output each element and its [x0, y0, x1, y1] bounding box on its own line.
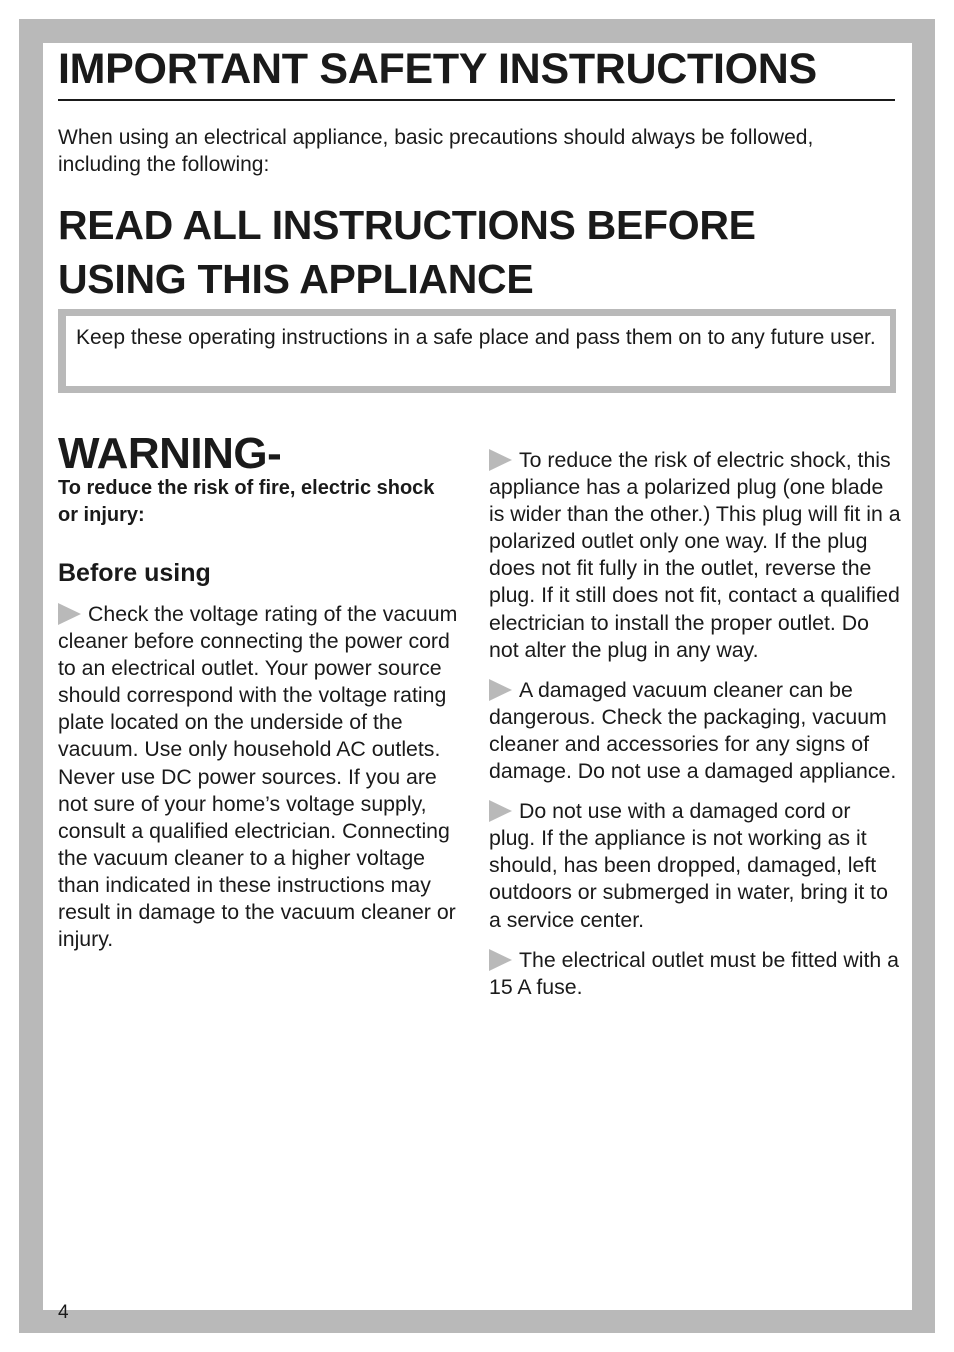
instruction-text: Check the voltage rating of the vacuum cleaner before connecting the power cord to an electrical outlet. Your power source should correspond with the voltage rating plate located on the underside of the vacuum. Use only household AC outlets. Never use DC power sources. If you are not sure of your home’s voltage supply, consult a qualified electrician. Connecting the vacuum cleaner to a higher voltage than indicated in these instructions may result in damage to the vacuum cleaner or injury. [58, 602, 458, 952]
triangle-arrow-icon [58, 603, 81, 625]
instruction-text: A damaged vacuum cleaner can be dangerous. Check the packaging, vacuum cleaner and accessories for any signs of damage. Do not use a damaged appliance. [489, 677, 897, 784]
instruction-text: To reduce the risk of electric shock, this appliance has a polarized plug (one blade is wider than the other.) This plug will fit in a polarized outlet only one way. If the plug does not fit fully in the outlet, reverse the plug. If it still does not fit, contact a qualified electrician to install the proper outlet. Do not alter the plug in any way. [489, 448, 901, 662]
warning-heading: WARNING- [58, 429, 282, 478]
triangle-arrow-icon [489, 800, 512, 822]
note-box [58, 309, 896, 393]
instruction-item [489, 447, 901, 664]
triangle-arrow-icon [489, 449, 512, 471]
instruction-item [489, 677, 901, 785]
intro-text: When using an electrical appliance, basic precautions should always be followed, including the following: [58, 126, 814, 176]
title-divider [58, 99, 895, 101]
instruction-item [58, 601, 468, 953]
instruction-text: The electrical outlet must be fitted with a 15 A fuse. [489, 947, 899, 999]
triangle-arrow-icon [489, 679, 512, 701]
left-column [58, 601, 468, 966]
before-using-heading: Before using [58, 559, 211, 587]
read-instructions-heading: READ ALL INSTRUCTIONS BEFORE USING THIS APPLIANCE [58, 202, 756, 302]
triangle-arrow-icon [489, 949, 512, 971]
warning-subtitle: To reduce the risk of fire, electric shock or injury: [58, 477, 435, 526]
instruction-text: Do not use with a damaged cord or plug. If the appliance is not working as it should, has been dropped, damaged, left outdoors or submerged in water, bring it to a service center. [489, 799, 888, 932]
note-text: Keep these operating instructions in a safe place and pass them on to any future user. [66, 316, 890, 386]
right-column [489, 447, 901, 1014]
page-title: IMPORTANT SAFETY INSTRUCTIONS [58, 45, 817, 93]
instruction-item [489, 798, 901, 933]
instruction-item [489, 947, 901, 1001]
page-number: 4 [58, 1302, 69, 1323]
